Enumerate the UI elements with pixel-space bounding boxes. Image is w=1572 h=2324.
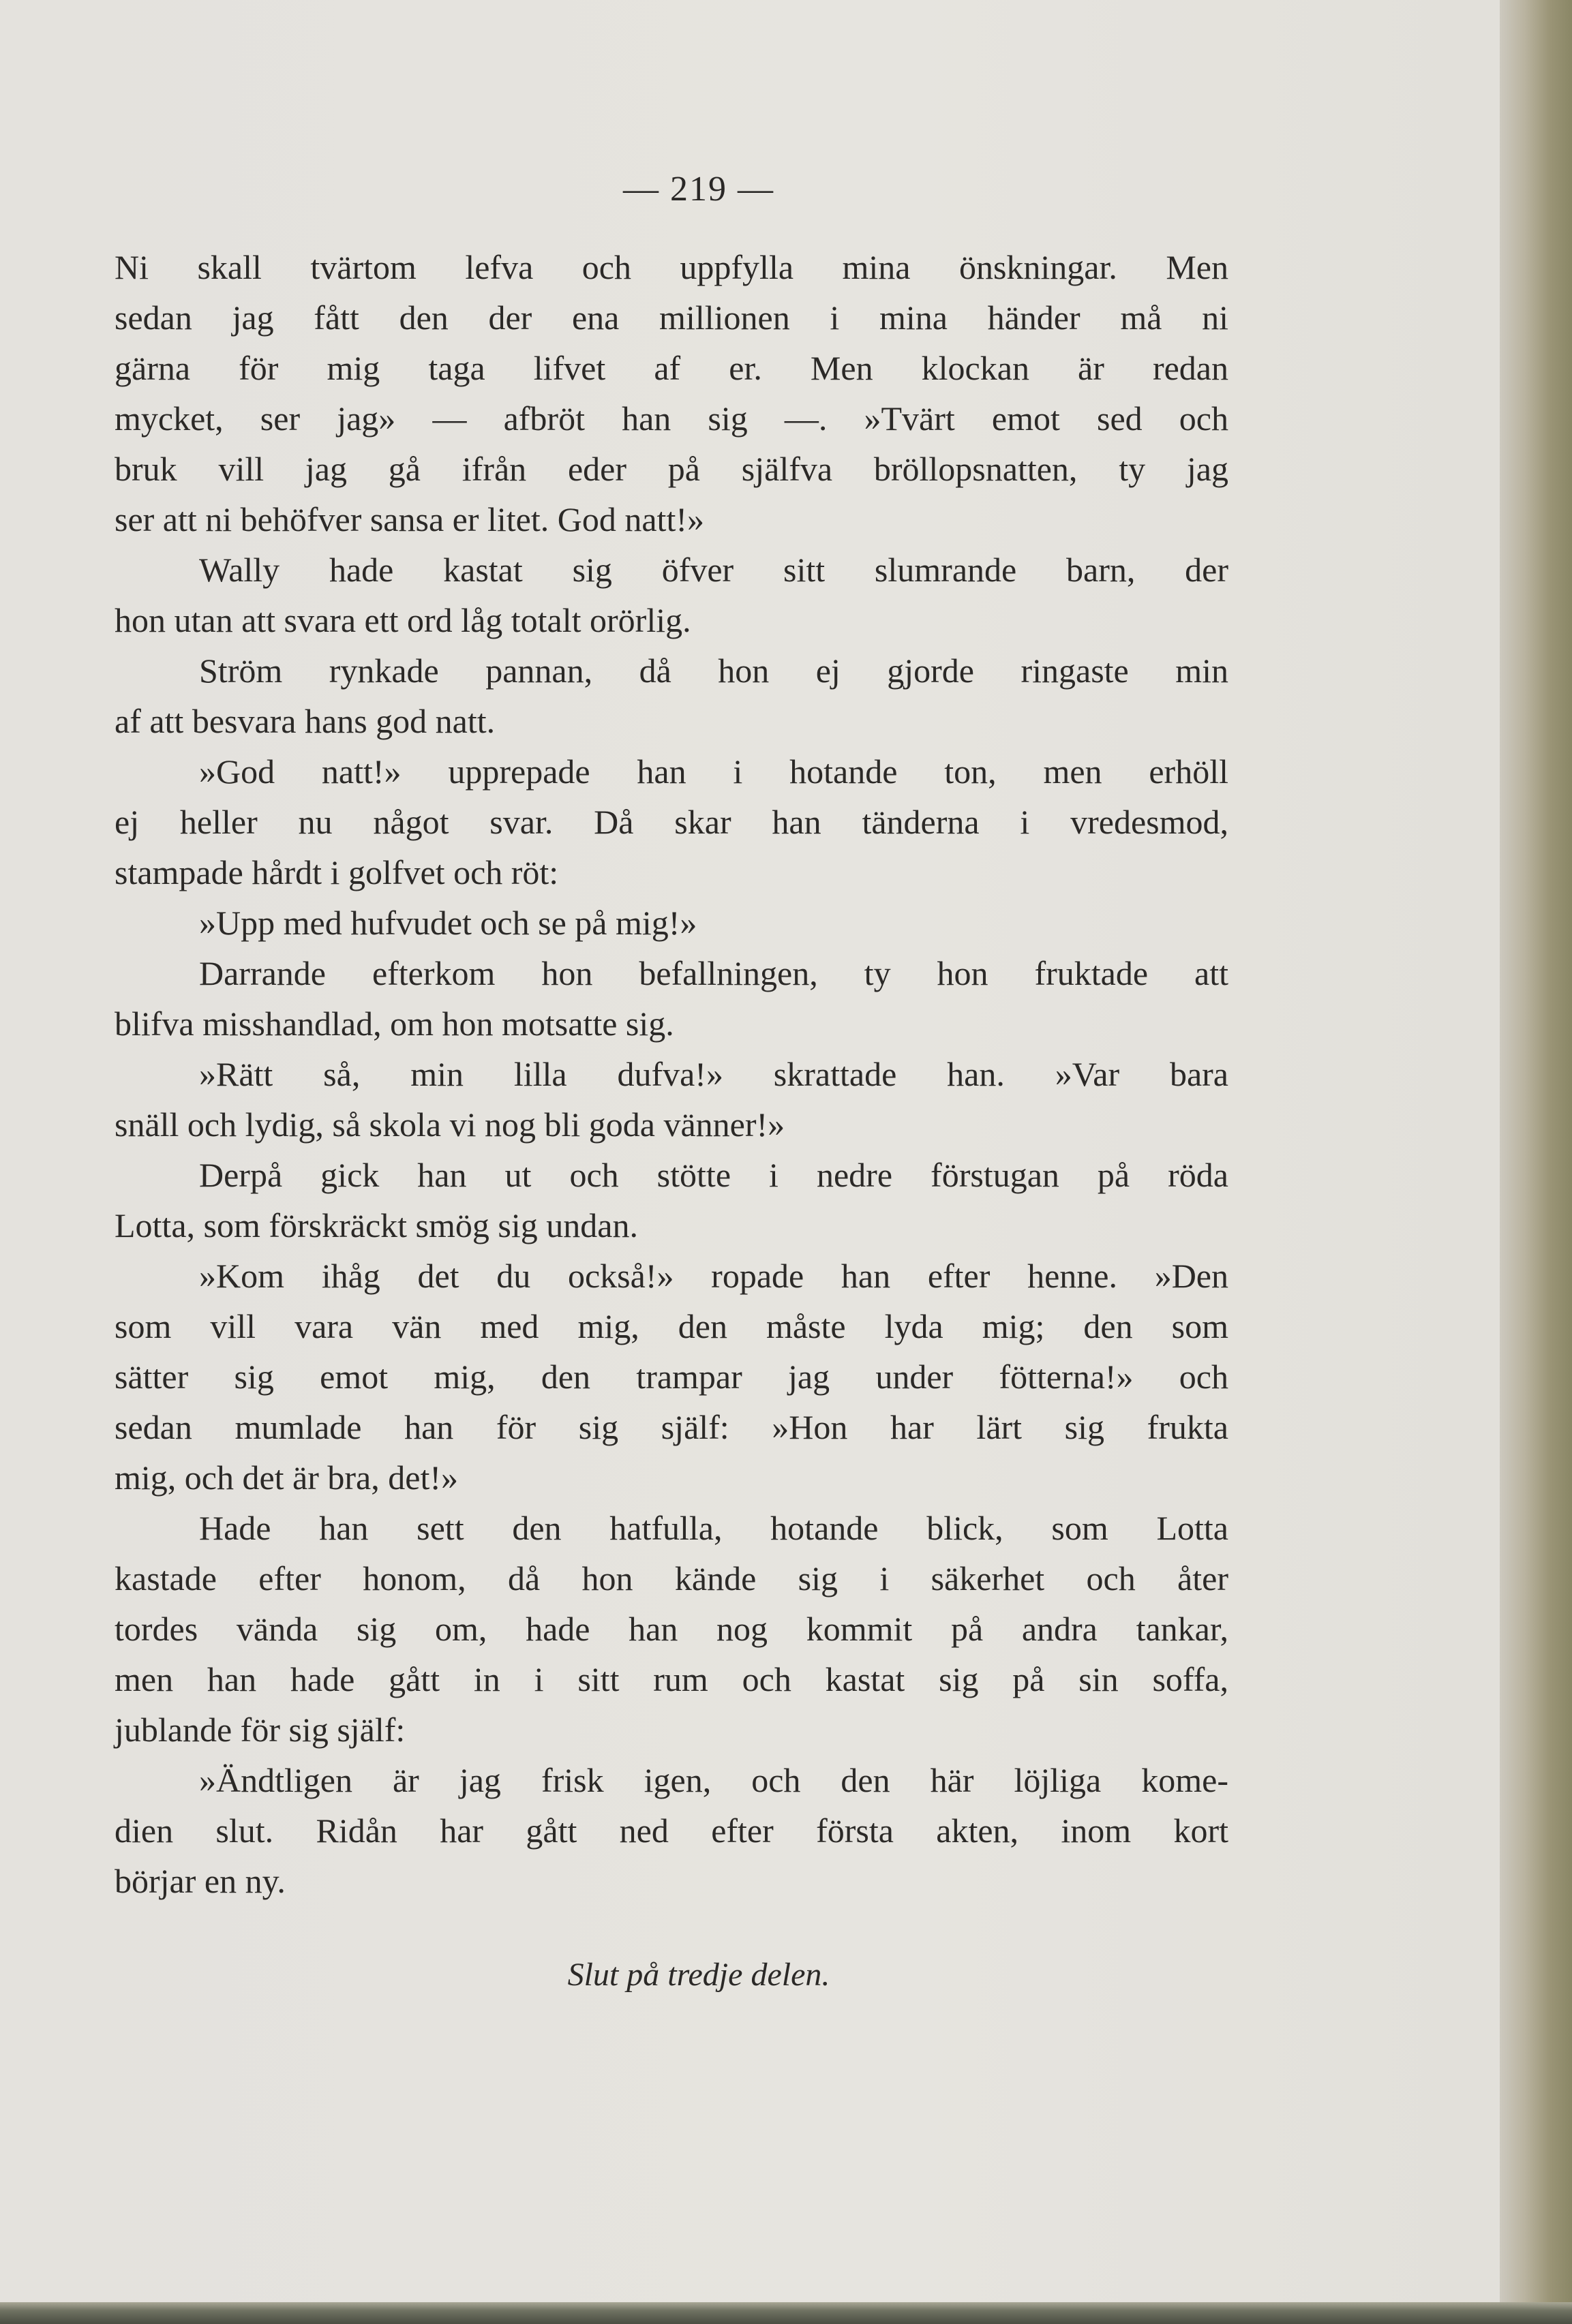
paragraph [115, 1150, 1228, 1251]
page-bottom-edge [0, 2302, 1572, 2324]
text-line: bruk vill jag gå ifrån eder på själfva bröllopsnatten, ty jag [115, 450, 1228, 488]
page-number: — 219 — [623, 170, 774, 209]
text-line: stampade hårdt i golfvet och röt: [115, 853, 559, 891]
text-line: tordes vända sig om, hade han nog kommit på andra tankar, [115, 1610, 1228, 1648]
text-line: »Rätt så, min lilla dufva!» skrattade han. »Var bara [199, 1055, 1228, 1093]
text-line: börjar en ny. [115, 1862, 286, 1900]
text-line: gärna för mig taga lifvet af er. Men klockan är redan [115, 349, 1228, 387]
text-line: ej heller nu något svar. Då skar han tänderna i vredesmod, [115, 803, 1228, 841]
text-line: men han hade gått in i sitt rum och kastat sig på sin soffa, [115, 1660, 1228, 1698]
text-line: Hade han sett den hatfulla, hotande blick, som Lotta [199, 1509, 1228, 1547]
text-line: snäll och lydig, så skola vi nog bli goda vänner!» [115, 1105, 785, 1144]
paragraph [115, 645, 1228, 746]
text-line: Wally hade kastat sig öfver sitt slumrande barn, der [199, 551, 1228, 589]
text-line: »Kom ihåg det du också!» ropade han efter henne. »Den [199, 1257, 1228, 1295]
text-line: som vill vara vän med mig, den måste lyda mig; den som [115, 1307, 1228, 1345]
text-line: Darrande efterkom hon befallningen, ty hon fruktade att [199, 954, 1228, 992]
text-line: af att besvara hans god natt. [115, 702, 496, 740]
book-spine-edge [1500, 0, 1572, 2324]
text-line: mycket, ser jag» — afbröt han sig —. »Tvärt emot sed och [115, 399, 1228, 438]
text-line: »Upp med hufvudet och se på mig!» [199, 904, 697, 942]
text-line: Ni skall tvärtom lefva och uppfylla mina önskningar. Men [115, 248, 1228, 286]
text-line: »God natt!» upprepade han i hotande ton, men erhöll [199, 752, 1228, 791]
paragraph [115, 1755, 1228, 1906]
body-text [115, 242, 1228, 1906]
paragraph [115, 948, 1228, 1049]
paragraph [115, 1251, 1228, 1503]
text-line: Derpå gick han ut och stötte i nedre förstugan på röda [199, 1156, 1228, 1194]
paragraph [115, 545, 1228, 645]
text-line: mig, och det är bra, det!» [115, 1458, 458, 1497]
text-line: Lotta, som förskräckt smög sig undan. [115, 1206, 638, 1244]
text-line: sedan mumlade han för sig själf: »Hon har lärt sig frukta [115, 1408, 1228, 1446]
text-line: blifva misshandlad, om hon motsatte sig. [115, 1005, 674, 1043]
text-line: sätter sig emot mig, den trampar jag under fötterna!» och [115, 1358, 1228, 1396]
paragraph [115, 1049, 1228, 1150]
text-line: ser att ni behöfver sansa er litet. God natt!» [115, 500, 704, 538]
text-line: jublande för sig själf: [115, 1711, 406, 1749]
paragraph [115, 242, 1228, 545]
paragraph [115, 746, 1228, 898]
paragraph [115, 1503, 1228, 1755]
paragraph [115, 898, 1228, 948]
text-line: Ström rynkade pannan, då hon ej gjorde ringaste min [199, 652, 1228, 690]
text-line: hon utan att svara ett ord låg totalt orörlig. [115, 601, 691, 639]
part-ending-note: Slut på tredje delen. [567, 1957, 830, 1993]
text-line: »Ändtligen är jag frisk igen, och den här löjliga kome- [199, 1761, 1228, 1799]
text-line: sedan jag fått den der ena millionen i mina händer må ni [115, 299, 1228, 337]
text-line: dien slut. Ridån har gått ned efter första akten, inom kort [115, 1811, 1228, 1850]
text-line: kastade efter honom, då hon kände sig i säkerhet och åter [115, 1559, 1228, 1597]
